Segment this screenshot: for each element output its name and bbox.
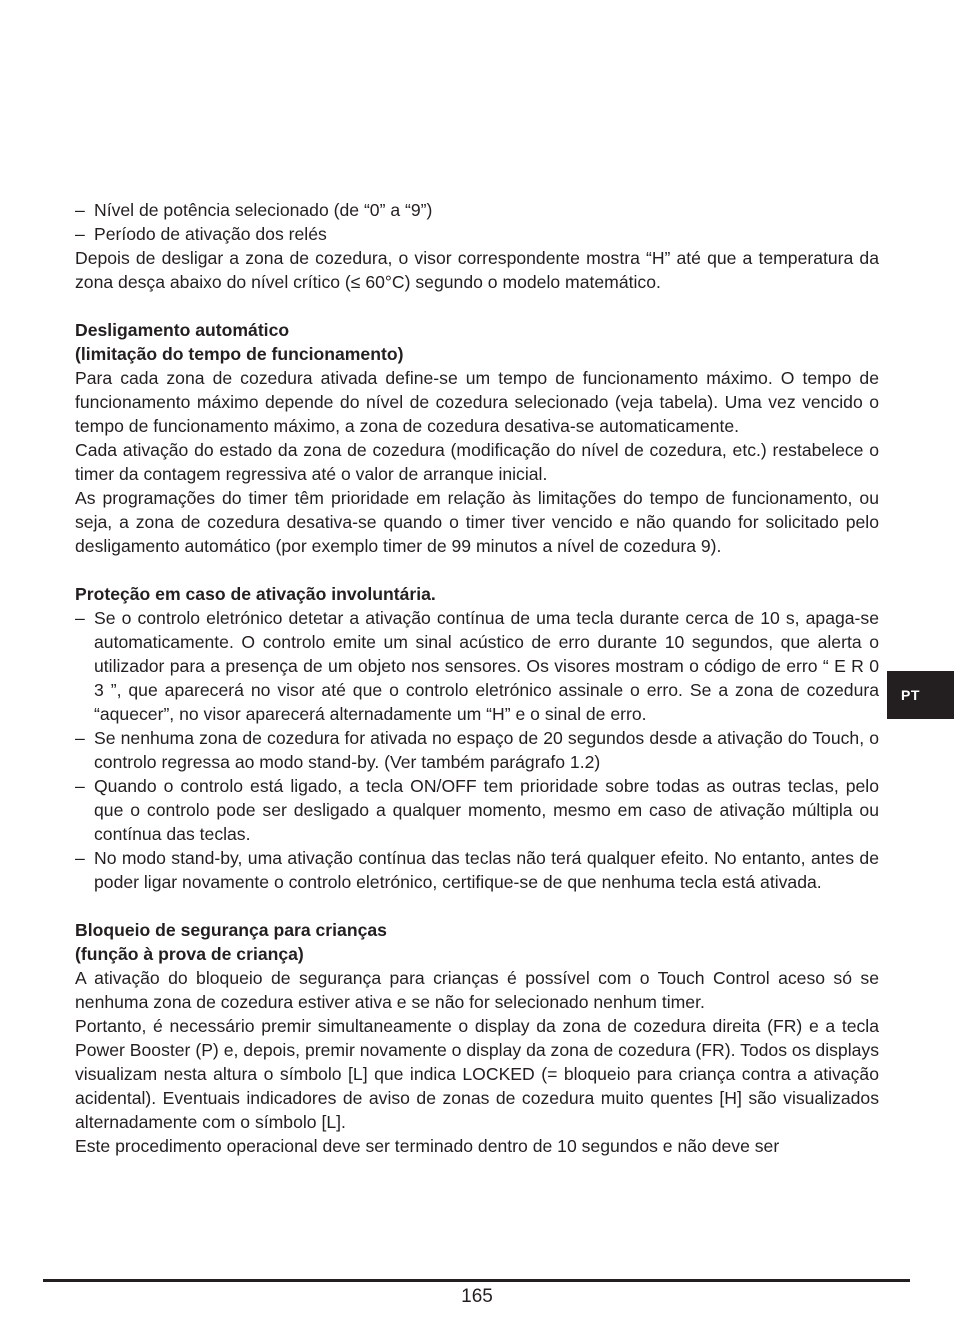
list-item: – No modo stand-by, uma ativação contínua das teclas não terá qualquer efeito. No entanto, antes de poder ligar novamente o controlo eletrónico, certifique-se de que nenhuma tecla está ativada. [75,848,879,892]
section-subtitle: (função à prova de criança) [75,944,304,964]
footer-rule [43,1279,910,1282]
list-item: – Nível de potência selecionado (de “0” a “9”) [75,200,433,220]
paragraph: Para cada zona de cozedura ativada define-se um tempo de funcionamento máximo. O tempo de funcionamento máximo depende do nível de cozedura selecionado (veja tabela). Uma vez vencido o tempo de funcionamento máximo, a zona de cozedura desativa-se automaticamente. [75,368,879,436]
section-title: Desligamento automático [75,320,290,340]
page-number: 165 [461,1286,493,1307]
dash-marker: – [75,224,85,244]
list-item: – Se nenhuma zona de cozedura for ativada no espaço de 20 segundos desde a ativação do Touch, o controlo regressa ao modo stand-by. (Ver também parágrafo 1.2) [75,728,879,772]
dash-marker: – [75,728,85,748]
paragraph: As programações do timer têm prioridade em relação às limitações do tempo de funcionamento, ou seja, a zona de cozedura desativa-se quando o timer tiver vencido e não quando for solicitado pelo desligamento automático (por exemplo timer de 99 minutos a nível de cozedura 9). [75,488,879,556]
dash-marker: – [75,776,85,796]
paragraph: Portanto, é necessário premir simultaneamente o display da zona de cozedura direita (FR) e a tecla Power Booster (P) e, depois, premir novamente o display da zona de cozedura (FR). Todos os displays visualizam nesta altura o símbolo [L] que indica LOCKED (= bloqueio para criança contra a ativação acidental). Eventuais indicadores de aviso de zonas de cozedura muito quentes [H] são visualizados alternadamente com o símbolo [L]. [75,1016,879,1132]
section-subtitle: (limitação do tempo de funcionamento) [75,344,404,364]
dash-marker: – [75,608,85,628]
dash-marker: – [75,200,85,220]
list-item: – Período de ativação dos relés [75,224,327,244]
paragraph: Cada ativação do estado da zona de cozedura (modificação do nível de cozedura, etc.) restabelece o timer da contagem regressiva até o valor de arranque inicial. [75,440,879,484]
section-title: Bloqueio de segurança para crianças [75,920,387,940]
page-content [75,198,879,1158]
section-title: Proteção em caso de ativação involuntária. [75,584,436,604]
language-tab: PT [887,671,954,719]
dash-marker: – [75,848,85,868]
paragraph: Este procedimento operacional deve ser terminado dentro de 10 segundos e não deve ser [75,1136,780,1156]
list-item: – Se o controlo eletrónico detetar a ativação contínua de uma tecla durante cerca de 10 s, apaga-se automaticamente. O controlo emite um sinal acústico de erro durante 10 segundos, que alerta o utilizador para a presença de um objeto nos sensores. Os visores mostram o código de erro “ E R 0 3 ”, que aparecerá no visor até que o controlo eletrónico assinale o erro. Se a zona de cozedura “aquecer”, no visor aparecerá alternadamente um “H” e o sinal de erro. [75,608,879,724]
paragraph: A ativação do bloqueio de segurança para crianças é possível com o Touch Control aceso só se nenhuma zona de cozedura estiver ativa e se não for selecionado nenhum timer. [75,968,879,1012]
intro-paragraph: Depois de desligar a zona de cozedura, o visor correspondente mostra “H” até que a temperatura da zona desça abaixo do nível crítico (≤ 60°C) segundo o modelo matemático. [75,248,879,292]
list-item: – Quando o controlo está ligado, a tecla ON/OFF tem prioridade sobre todas as outras teclas, pelo que o controlo pode ser desligado a qualquer momento, mesmo em caso de ativação múltipla ou contínua das teclas. [75,776,879,844]
